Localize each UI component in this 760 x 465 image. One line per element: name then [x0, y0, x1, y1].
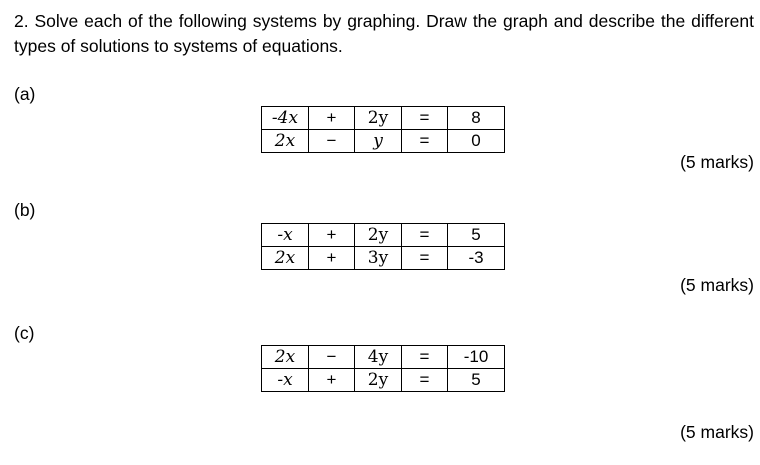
- constant-cell: -3: [448, 247, 505, 270]
- operator-cell: −: [309, 130, 355, 153]
- equation-cell: [262, 224, 309, 247]
- equals-cell: =: [402, 346, 448, 369]
- table-row: [262, 107, 505, 130]
- equation-cell: [355, 247, 402, 270]
- equation-cell: [262, 130, 309, 153]
- term-x: -x: [277, 225, 293, 245]
- table-row: [262, 247, 505, 270]
- equation-cell: [262, 107, 309, 130]
- term-y: 2y: [367, 370, 389, 390]
- operator-cell: +: [309, 224, 355, 247]
- part-a-label: (a): [14, 84, 36, 104]
- part-c-marks: (5 marks): [680, 422, 754, 442]
- part-c-label: (c): [14, 323, 35, 343]
- equation-cell: [355, 224, 402, 247]
- equals-cell: =: [402, 247, 448, 270]
- term-x: -x: [277, 370, 293, 390]
- operator-cell: +: [309, 247, 355, 270]
- table-row: [262, 346, 505, 369]
- term-x: 2x: [274, 248, 296, 268]
- term-x: 2x: [274, 347, 296, 367]
- term-x: 2x: [274, 131, 296, 151]
- equation-cell: [262, 247, 309, 270]
- equation-cell: [355, 346, 402, 369]
- equals-cell: =: [402, 369, 448, 392]
- operator-cell: +: [309, 369, 355, 392]
- table-row: [262, 224, 505, 247]
- part-b-label: (b): [14, 200, 36, 220]
- term-x: -4x: [271, 108, 299, 128]
- operator-cell: −: [309, 346, 355, 369]
- constant-cell: 8: [448, 107, 505, 130]
- part-a-marks: (5 marks): [680, 152, 754, 172]
- term-y: y: [373, 131, 383, 151]
- equals-cell: =: [402, 130, 448, 153]
- equation-cell: [262, 369, 309, 392]
- part-a-equation-table: [261, 106, 505, 153]
- table-row: [262, 130, 505, 153]
- equation-cell: [262, 346, 309, 369]
- part-c-equation-table: [261, 345, 505, 392]
- question-text: 2. Solve each of the following systems by graphing. Draw the graph and describe the different types of solutions to systems of equations.: [14, 11, 754, 56]
- constant-cell: 5: [448, 369, 505, 392]
- equals-cell: =: [402, 224, 448, 247]
- equation-cell: [355, 130, 402, 153]
- constant-cell: -10: [448, 346, 505, 369]
- part-b-marks: (5 marks): [680, 275, 754, 295]
- operator-cell: +: [309, 107, 355, 130]
- equals-cell: =: [402, 107, 448, 130]
- term-y: 2y: [367, 225, 389, 245]
- part-b-equation-table: [261, 223, 505, 270]
- equation-cell: [355, 369, 402, 392]
- term-y: 3y: [367, 248, 389, 268]
- term-y: 2y: [367, 108, 389, 128]
- term-y: 4y: [367, 347, 389, 367]
- constant-cell: 5: [448, 224, 505, 247]
- equation-cell: [355, 107, 402, 130]
- table-row: [262, 369, 505, 392]
- constant-cell: 0: [448, 130, 505, 153]
